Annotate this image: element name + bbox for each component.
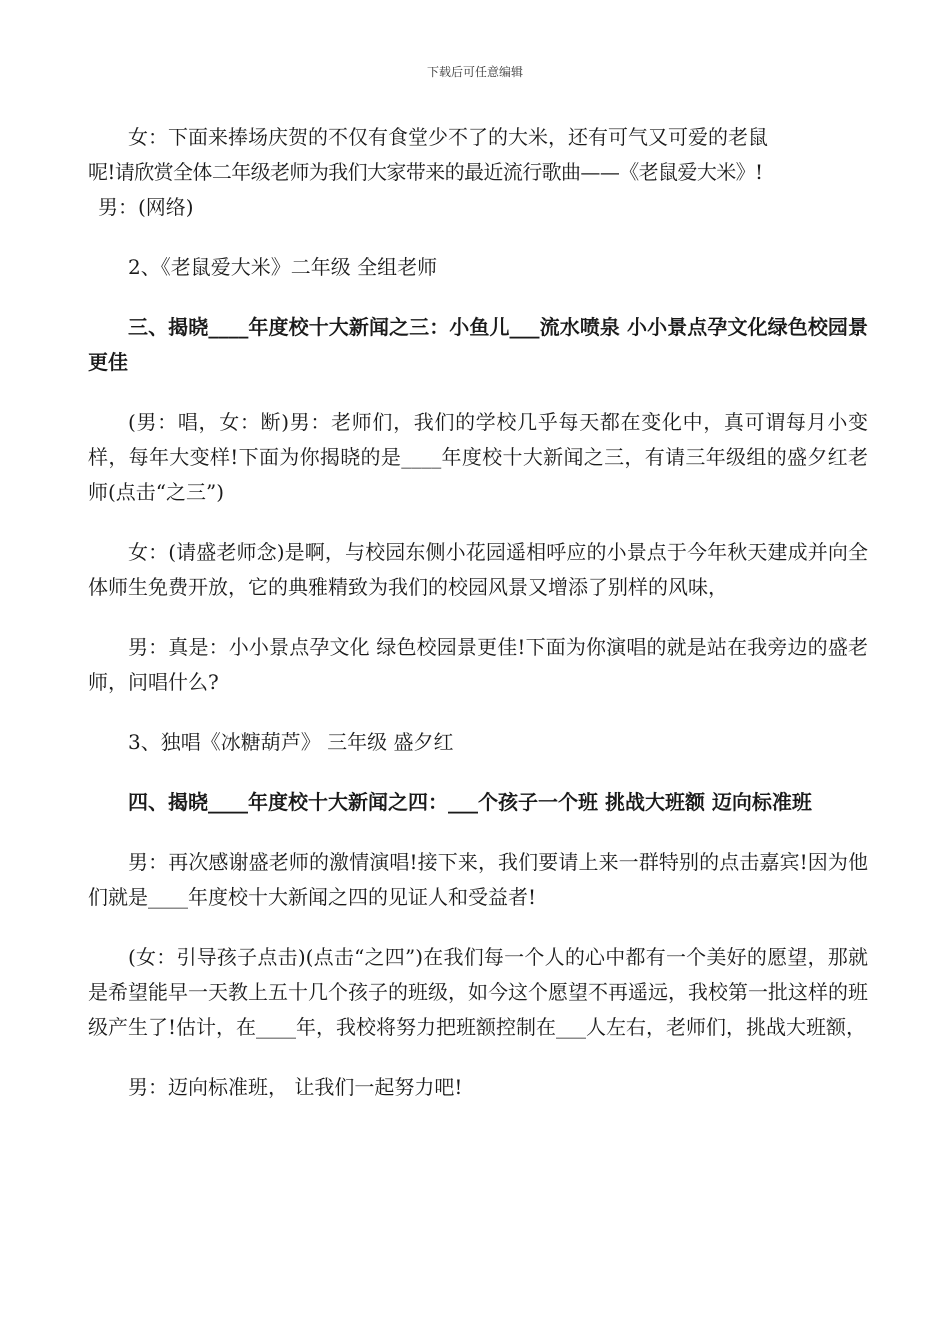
section-heading-4: 四、揭晓____年度校十大新闻之四：___个孩子一个班 挑战大班额 迈向标准班 [128,790,812,814]
paragraph-dialogue-male-4b: 男：迈向标准班， 让我们一起努力吧! [128,1075,463,1099]
program-item-2: 2、《老鼠爱大米》二年级 全组老师 [128,255,438,279]
paragraph-dialogue-female-4: (女：引导孩子点击)(点击“之四”)在我们每一个人的心中都有一个美好的愿望，那就是希望能早一天教上五十几个孩子的班级，如今这个愿望不再遥远，我校第一批这样的班级产生了!估计，在____年，我校将努力把班额控制在___人左右，老师们，挑战大班额， [88,945,868,1039]
paragraph-line: 男：(网络) [98,195,194,219]
document-body [88,120,868,1130]
paragraph-dialogue-male-4: 男：再次感谢盛老师的激情演唱!接下来，我们要请上来一群特别的点击嘉宾!因为他们就是____年度校十大新闻之四的见证人和受益者! [88,850,868,909]
paragraph-line: 女：下面来捧场庆贺的不仅有食堂少不了的大米，还有可气又可爱的老鼠 [128,125,768,149]
paragraph-dialogue-female-3: 女：(请盛老师念)是啊，与校园东侧小花园遥相呼应的小景点于今年秋天建成并向全体师生免费开放，它的典雅精致为我们的校园风景又增添了别样的风味， [88,540,868,599]
paragraph-dialogue-male-3b: 男：真是：小小景点孕文化 绿色校园景更佳!下面为你演唱的就是站在我旁边的盛老师，问唱什么? [88,635,868,694]
program-item-3: 3、独唱《冰糖葫芦》 三年级 盛夕红 [128,730,454,754]
section-heading-3: 三、揭晓____年度校十大新闻之三：小鱼儿___流水喷泉 小小景点孕文化绿色校园景更佳 [88,315,868,374]
paragraph-dialogue-female-intro [88,120,868,225]
paragraph-line: 呢!请欣赏全体二年级老师为我们大家带来的最近流行歌曲——《老鼠爱大米》! [88,160,763,184]
page-header: 下载后可任意编辑 [426,65,523,79]
paragraph-dialogue-male-3: (男：唱，女：断)男：老师们，我们的学校几乎每天都在变化中，真可谓每月小变样，每年大变样!下面为你揭晓的是____年度校十大新闻之三，有请三年级组的盛夕红老师(点击“之三”) [88,410,868,504]
